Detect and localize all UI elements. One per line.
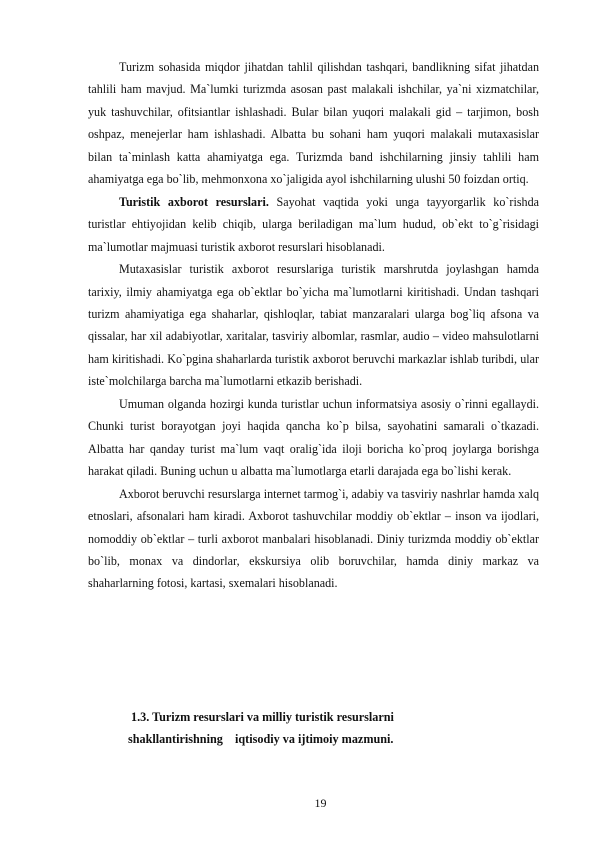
- section-heading-line-1: 1.3. Turizm resurslari va milliy turistik resurslarni: [131, 710, 394, 724]
- paragraph-employment-quality: [88, 56, 539, 191]
- document-body: [88, 56, 539, 595]
- section-heading-line-2: shakllantirishning iqtisodiy va ijtimoiy mazmuni.: [128, 732, 394, 746]
- paragraph-text: Turizm sohasida miqdor jihatdan tahlil qilishdan tashqari, bandlikning sifat jihatdan tahlili ham mavjud. Ma`lumki turizmda asosan past malakali ishchilar, ya`ni xizmatchilar, yuk tashuvchilar, ofitsiantlar ishlashadi. Bular bilan yuqori malakali gid – tarjimon, bosh oshpaz, menejerlar ham ishlashadi. Albatta bu sohani ham yuqori malakali mutaxasislar bilan ta`minlash katta ahamiyatga ega. Turizmda band ishchilarning jinsiy tahlili ham ahamiyatga ega bo`lib, mehmonxona xo`jaligida ayol ishchilarning ulushi 50 foizdan ortiq.: [88, 60, 539, 187]
- paragraph-specialists: [88, 258, 539, 393]
- paragraph-info-carriers: [88, 483, 539, 595]
- page-number: 19: [314, 796, 327, 810]
- paragraph-text: Mutaxasislar turistik axborot resurslariga turistik marshrutda joylashgan hamda tarixiy, ilmiy ahamiyatga ega ob`ektlar bo`yicha ma`lumotlarni kiritishadi. Undan tashqari turizm ahamiyatiga ega shaharlar, qishloqlar, tabiat manzaralari ularga bog`liq afsona va qissalar, har xil adabiyotlar, xaritalar, tasviriy albomlar, rasmlar, audio – video mahsulotlarni ham kiritishadi. Ko`pgina shaharlarda turistik axborot beruvchi markazlar ishlab turibdi, ular iste`molchilarga barcha ma`lumotlarni etkazib berishadi.: [88, 262, 539, 389]
- paragraph-text: Umuman olganda hozirgi kunda turistlar uchun informatsiya asosiy o`rinni egallaydi. Chunki turist borayotgan joyi haqida qancha ko`p bilsa, sayohatini samarali o`tkazadi. Albatta har qanday turist ma`lum vaqt oralig`ida iloji boricha ko`proq joylarga borishga harakat qiladi. Buning uchun u albatta ma`lumotlarga etarli darajada ega bo`lishi kerak.: [88, 396, 539, 479]
- paragraph-info-resources-definition: [88, 191, 539, 258]
- paragraph-text: Axborot beruvchi resurslarga internet tarmog`i, adabiy va tasviriy nashrlar hamda xalq etnoslari, afsonalari ham kiradi. Axborot tashuvchilar moddiy ob`ektlar – inson va ijodlari, nomoddiy ob`ektlar – turli axborot manbalari hisoblanadi. Diniy turizmda moddiy ob`ektlar bo`lib, monax va dindorlar, ekskursiya olib boruvchilar, hamda diniy markaz va shaharlarning fotosi, kartasi, sxemalari hisoblanadi.: [88, 486, 539, 591]
- paragraph-lead-bold: Turistik axborot resurslari.: [119, 194, 269, 209]
- paragraph-information-role: [88, 393, 539, 483]
- paragraph-text: Sayohat vaqtida yoki unga tayyorgarlik ko`rishda turistlar ehtiyojidan kelib chiqib, ularga beriladigan ma`lum hudud, ob`ekt to`g`risidagi ma`lumotlar majmuasi turistik axborot resurslari hisoblanadi.: [88, 194, 539, 254]
- section-heading: [88, 706, 539, 750]
